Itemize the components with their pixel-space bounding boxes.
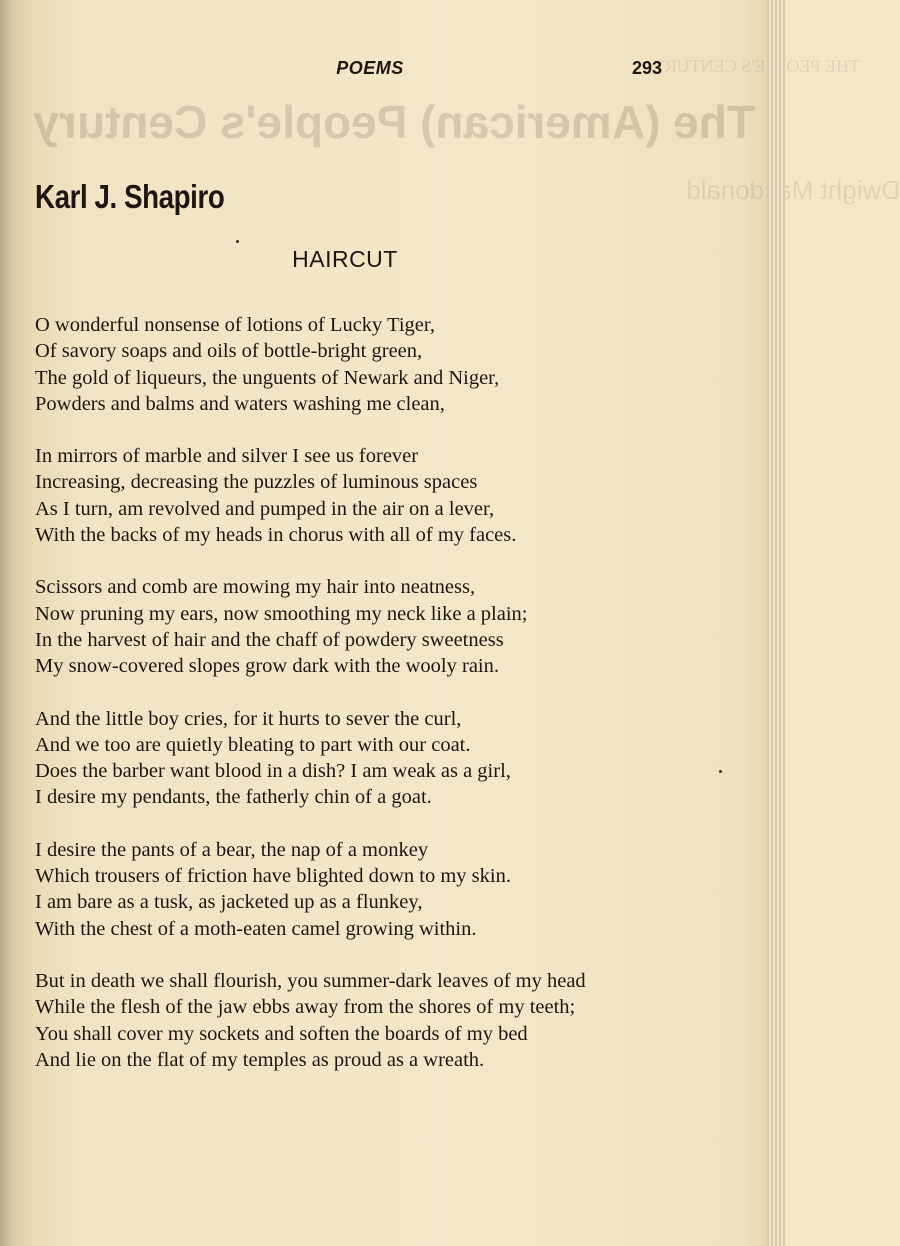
poem-line: O wonderful nonsense of lotions of Lucky Tiger,	[35, 314, 436, 336]
poem-line: Now pruning my ears, now smoothing my neck like a plain;	[35, 602, 528, 625]
stanza	[35, 837, 675, 942]
stanza	[35, 312, 675, 417]
poem-title: HAIRCUT	[292, 246, 398, 272]
poem-line: My snow-covered slopes grow dark with the wooly rain.	[35, 655, 500, 678]
poem-line: And the little boy cries, for it hurts to sever the curl,	[35, 707, 462, 730]
stanza	[35, 574, 675, 679]
poem-line: You shall cover my sockets and soften the boards of my bed	[35, 1022, 528, 1045]
stanza	[35, 706, 675, 811]
poem-line: I desire my pendants, the fatherly chin of a goat.	[35, 786, 432, 809]
poem-line: Of savory soaps and oils of bottle-bright green,	[35, 340, 423, 363]
poem-line: Which trousers of friction have blighted down to my skin.	[35, 865, 511, 888]
poem-line: But in death we shall flourish, you summer-dark leaves of my head	[35, 969, 586, 992]
poem-line: Does the barber want blood in a dish? I am weak as a girl,	[35, 760, 511, 783]
stanza	[35, 443, 675, 548]
poem-line: With the chest of a moth-eaten camel growing within.	[35, 917, 477, 940]
author-name: Karl J. Shapiro	[35, 178, 225, 215]
poem-line: With the backs of my heads in chorus with all of my faces.	[35, 524, 517, 547]
ink-speck	[236, 240, 239, 243]
poem-line: Powders and balms and waters washing me clean,	[35, 392, 445, 415]
poem-line: And we too are quietly bleating to part with our coat.	[35, 733, 471, 756]
running-head: POEMS	[336, 58, 404, 78]
poem-line: In the harvest of hair and the chaff of powdery sweetness	[35, 628, 504, 651]
poem-line: In mirrors of marble and silver I see us forever	[35, 445, 419, 468]
poem-line: The gold of liqueurs, the unguents of Newark and Niger,	[35, 366, 500, 389]
page-edge	[767, 0, 785, 1246]
show-through-byline: Dwight Macdonald	[686, 175, 900, 205]
show-through-running-head: THE PEOPLE'S CENTURY	[652, 56, 860, 76]
poem-line: Increasing, decreasing the puzzles of luminous spaces	[35, 471, 478, 494]
poem-line: As I turn, am revolved and pumped in the air on a lever,	[35, 497, 495, 520]
poem-line: Scissors and comb are mowing my hair into neatness,	[35, 576, 476, 599]
poem-body	[35, 312, 675, 1099]
page-number: 293	[631, 58, 662, 78]
poem-line: I am bare as a tusk, as jacketed up as a flunkey,	[35, 891, 423, 914]
stanza	[35, 968, 675, 1073]
show-through-title: The (American) People's Century	[33, 96, 755, 148]
poem-line: While the flesh of the jaw ebbs away from the shores of my teeth;	[35, 996, 576, 1019]
poem-line: I desire the pants of a bear, the nap of a monkey	[35, 838, 429, 861]
ink-speck	[719, 770, 722, 773]
poem-line: And lie on the flat of my temples as proud as a wreath.	[35, 1048, 485, 1071]
